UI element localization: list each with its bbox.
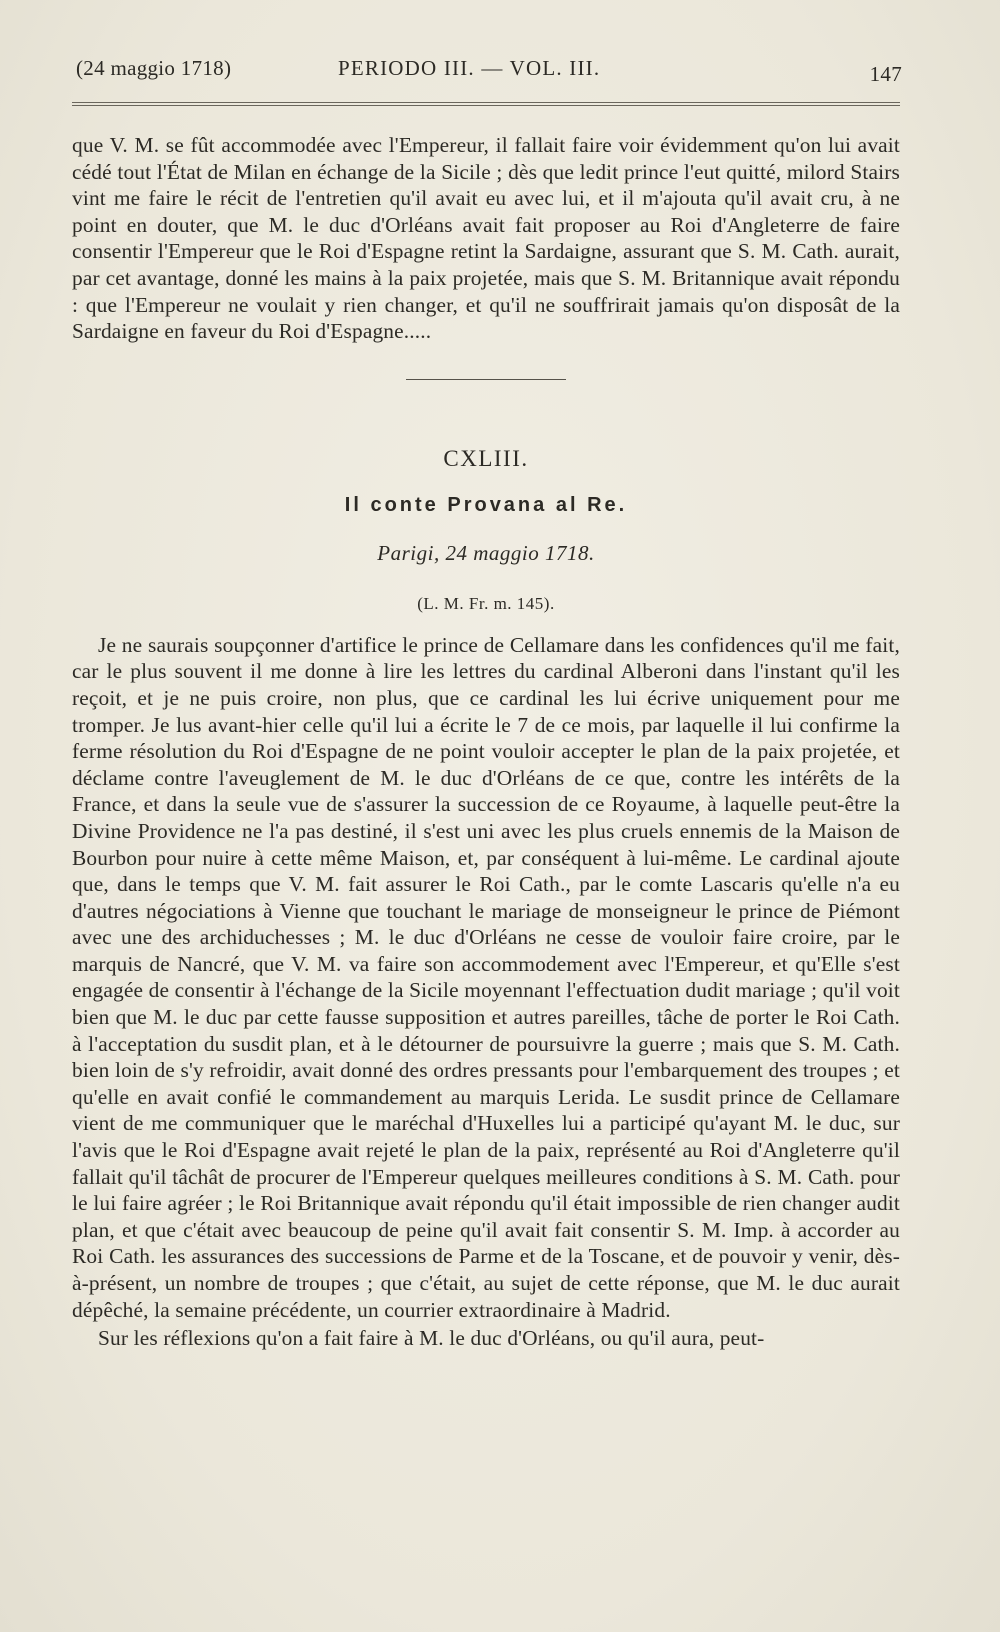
document-source-reference: (L. M. Fr. m. 145). <box>417 593 555 613</box>
document-number: CXLIII. <box>443 445 529 471</box>
running-head-date: (24 maggio 1718) <box>76 56 232 80</box>
header-double-rule <box>72 102 900 106</box>
running-head-series: PERIODO III. — VOL. III. <box>338 56 601 80</box>
body-paragraph: Je ne saurais soupçonner d'artifice le prince de Cellamare dans les confidences qu'il me fait, car le plus souvent il me donne à lire les lettres du cardinal Alberoni dans l'instant qu'il les reçoit, et je ne puis croire, non plus, que ce cardinal les lui écrive uniquement pour me tromper. Je lus avant-hier celle qu'il lui a écrite le 7 de ce mois, par laquelle il lui confirme la ferme résolution du Roi d'Espagne de ne point vouloir accepter le plan de la paix projetée, et déclame contre l'aveuglement de M. le duc d'Orléans de ce que, contre les intérêts de la France, et dans la seule vue de s'assurer la succession de ce Royaume, à laquelle peut-être la Divine Providence ne l'a pas destiné, il s'est uni avec les plus cruels ennemis de la Maison de Bourbon pour nuire à cette même Maison, et, par conséquent à lui-même. Le cardinal ajoute que, dans le temps que V. M. fait assurer le Roi Cath., par le comte Lascaris qu'elle n'a eu d'autres négociations à Vienne que touchant le mariage de monseigneur le prince de Piémont avec une des archiduchesses ; M. le duc d'Orléans ne cesse de vouloir faire croire, par le marquis de Nancré, que V. M. va faire son accommodement avec l'Empereur, et qu'Elle s'est engagée de consentir à l'échange de la Sicile moyennant l'effectuation dudit mariage ; qu'il voit bien que M. le duc par cette fausse supposition et autres pareilles, tâche de porter le Roi Cath. à l'acceptation du susdit plan, et à le détourner de poursuivre la guerre ; mais que S. M. Cath. bien loin de s'y refroidir, avait donné des ordres pressants pour l'embarquement des troupes ; et qu'elle en avait confié le commandement au marquis Lerida. Le susdit prince de Cellamare vient de me communiquer que le maréchal d'Huxelles lui a participé qu'ayant M. le duc, sur l'avis que le Roi d'Espagne avait rejeté le plan de la paix, représenté au Roi d'Angleterre qu'il fallait qu'il tâchât de procurer de l'Empereur quelques meilleures conditions à S. M. Cath. pour le lui faire agréer ; le Roi Britannique avait répondu qu'il était impossible de rien changer audit plan, et que c'était avec beaucoup de peine qu'il avait fait consentir S. M. Imp. à accorder au Roi Cath. les assurances des successions de Parme et de la Toscane, et de pouvoir y venir, dès-à-présent, un nombre de troupes ; que c'était, au sujet de cette réponse, que M. le duc aurait dépêché, la semaine précédente, un courrier extraordinaire à Madrid. <box>72 632 900 1322</box>
continuation-paragraph: que V. M. se fût accommodée avec l'Empereur, il fallait faire voir évidemment qu'on lui avait cédé tout l'État de Milan en échange de la Sicile ; dès que ledit prince l'eut quitté, milord Stairs vint me faire le récit de l'entretien qu'il avait eu avec lui, et il m'ajouta qu'il avait cru, à ne point en douter, que M. le duc d'Orléans avait fait proposer au Roi d'Angleterre de faire consentir l'Empereur que le Roi d'Espagne retint la Sardaigne, assurant que S. M. Cath. aurait, par cet avantage, donné les mains à la paix projetée, mais que S. M. Britannique avait répondu : que l'Empereur ne voulait y rien changer, et qu'il ne souffrirait jamais qu'on disposât de la Sardaigne en faveur du Roi d'Espagne..... <box>72 133 900 344</box>
section-separator-rule <box>406 379 566 380</box>
body-paragraph-last: Sur les réflexions qu'on a fait faire à M. le duc d'Orléans, ou qu'il aura, peut- <box>98 1326 765 1351</box>
document-title: Il conte Provana al Re. <box>344 493 628 516</box>
page-number: 147 <box>869 62 902 86</box>
document-place-date: Parigi, 24 maggio 1718. <box>377 540 595 565</box>
running-head <box>72 56 900 92</box>
